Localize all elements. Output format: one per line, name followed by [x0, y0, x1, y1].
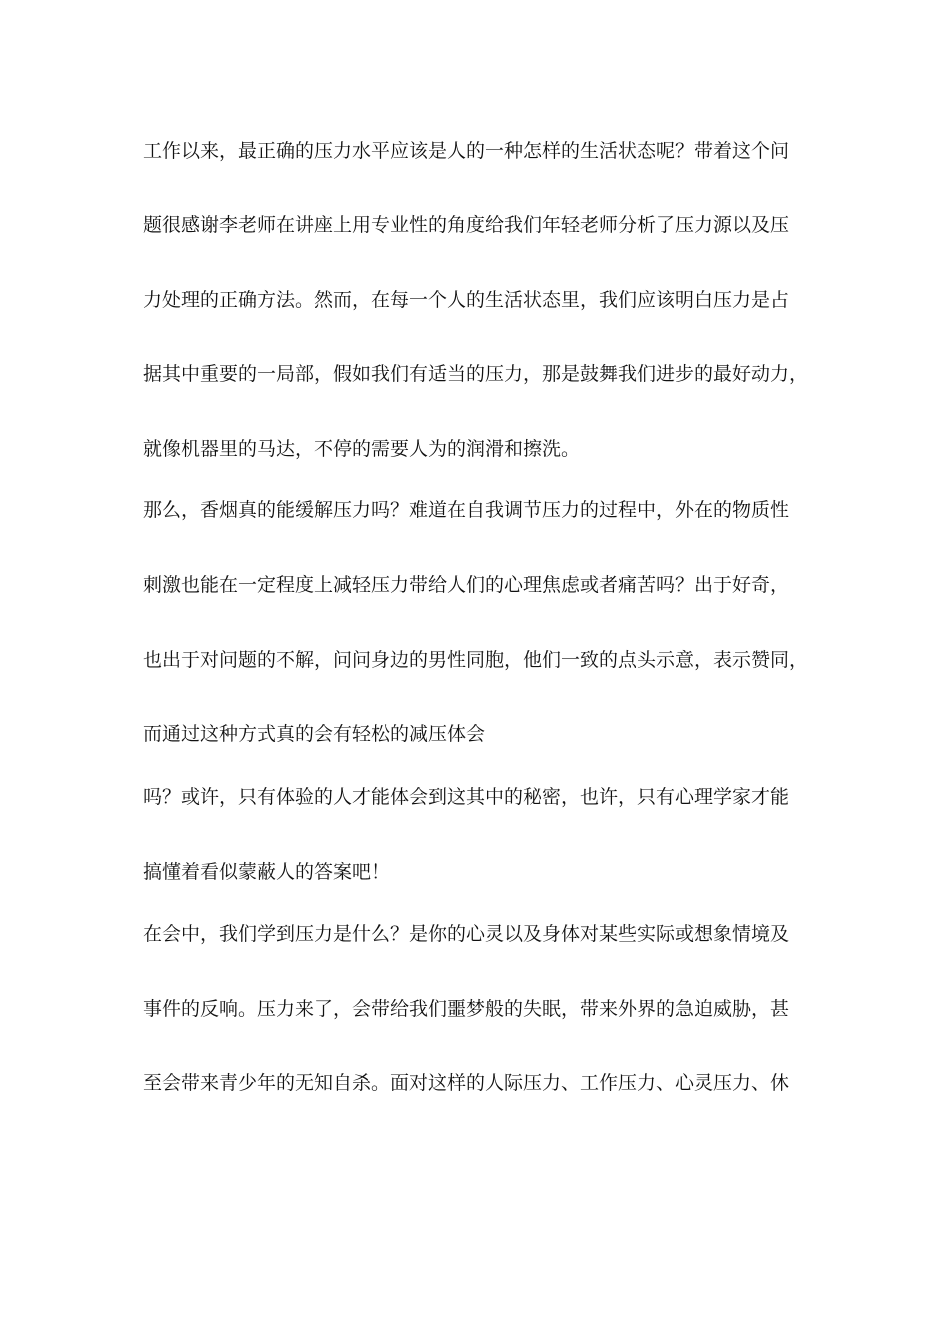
text-line: 就像机器里的马达，不停的需要人为的润滑和擦洗。	[143, 438, 581, 460]
text-line: 工作以来，最正确的压力水平应该是人的一种怎样的生活状态呢？带着这个问	[143, 140, 790, 162]
text-line: 那么，香烟真的能缓解压力吗？难道在自我调节压力的过程中，外在的物质性	[143, 499, 790, 521]
text-line: 吗？或许，只有体验的人才能体会到这其中的秘密，也许，只有心理学家才能	[143, 786, 790, 808]
text-line: 也出于对问题的不解，问问身边的男性同胞，他们一致的点头示意，表示赞同，	[143, 649, 809, 671]
text-line: 在会中，我们学到压力是什么？是你的心灵以及身体对某些实际或想象情境及	[143, 923, 790, 945]
text-line: 而通过这种方式真的会有轻松的减压体会	[143, 723, 486, 745]
text-line: 力处理的正确方法。然而，在每一个人的生活状态里，我们应该明白压力是占	[143, 289, 790, 311]
text-line: 据其中重要的一局部，假如我们有适当的压力，那是鼓舞我们进步的最好动力，	[143, 363, 809, 385]
text-line: 题很感谢李老师在讲座上用专业性的角度给我们年轻老师分析了压力源以及压	[143, 214, 790, 236]
text-line: 刺激也能在一定程度上减轻压力带给人们的心理焦虑或者痛苦吗？出于好奇，	[143, 574, 790, 596]
text-line: 事件的反响。压力来了，会带给我们噩梦般的失眠，带来外界的急迫威胁，甚	[143, 998, 790, 1020]
text-line: 至会带来青少年的无知自杀。面对这样的人际压力、工作压力、心灵压力、休	[143, 1072, 790, 1094]
text-line: 搞懂着看似蒙蔽人的答案吧！	[143, 861, 391, 883]
